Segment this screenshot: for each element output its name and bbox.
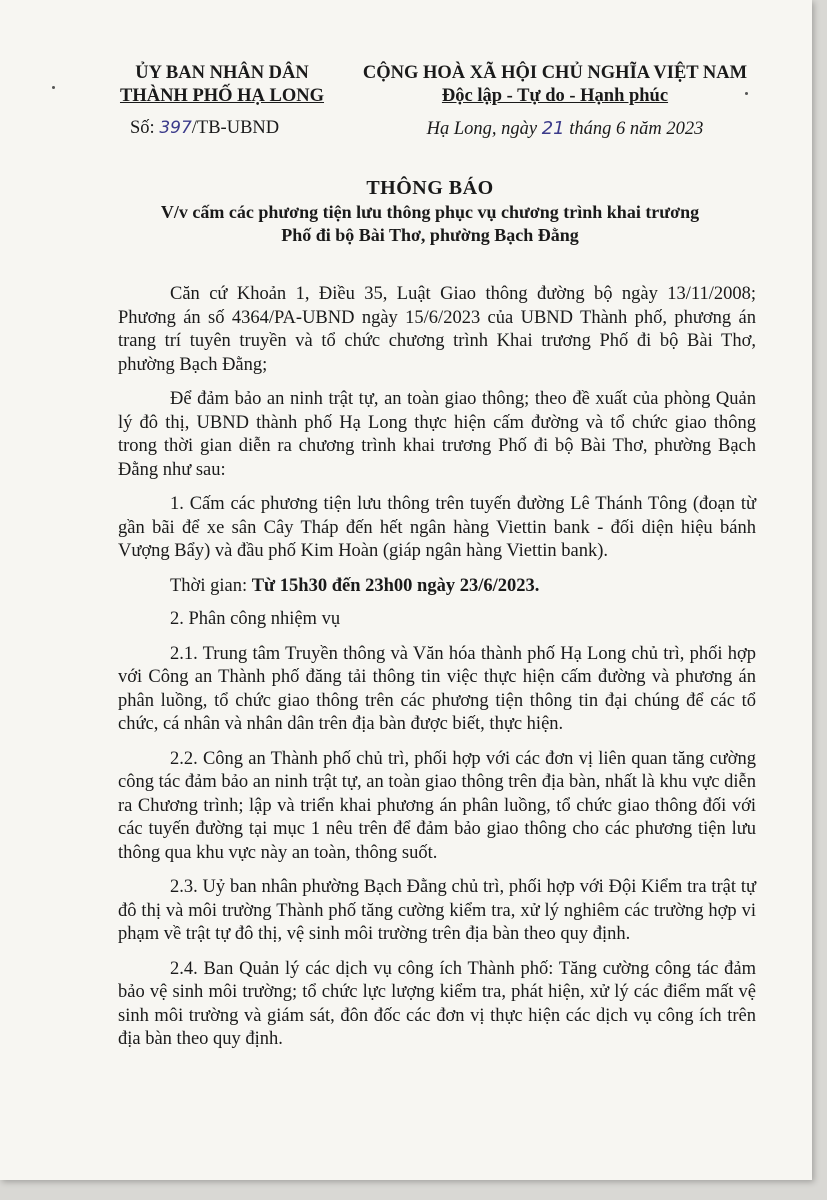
date-line (400, 118, 730, 140)
scan-speck (745, 92, 748, 95)
authority-line-2: THÀNH PHỐ HẠ LONG (119, 86, 325, 106)
date-day-handwritten: 21 (541, 118, 565, 139)
notice-subject-line-2: Phố đi bộ Bài Thơ, phường Bạch Đằng (281, 225, 579, 245)
paragraph-assignment-2-1: 2.1. Trung tâm Truyền thông và Văn hóa thành phố Hạ Long chủ trì, phối hợp với Công an Thành phố đăng tải thông tin việc thực hiện cấm đường và phương án phân luồng, tổ chức giao thông trên các phương tiện thông tin đại chúng để các tổ chức, cá nhân và nhân dân trên địa bàn được biết, thực hiện. (118, 643, 756, 734)
national-motto: Độc lập - Tự do - Hạnh phúc (441, 86, 669, 106)
paragraph-assignment-2-3: 2.3. Uỷ ban nhân phường Bạch Đằng chủ trì, phối hợp với Đội Kiểm tra trật tự đô thị và môi trường Thành phố tăng cường kiểm tra, xử lý nghiêm các trường hợp vi phạm về trật tự đô thị, vệ sinh môi trường trên địa bàn theo quy định. (118, 877, 756, 944)
paragraph-road-closure: 1. Cấm các phương tiện lưu thông trên tuyến đường Lê Thánh Tông (đoạn từ gần bãi để xe sân Cây Tháp đến hết ngân hàng Viettin bank - đối diện hiệu bánh Vượng Bẩy) và đầu phố Kim Hoàn (giáp ngân hàng Viettin bank). (118, 494, 756, 561)
notice-subject-line-1: V/v cấm các phương tiện lưu thông phục vụ chương trình khai trương (160, 202, 700, 222)
paragraph-time (118, 575, 756, 599)
authority-line-1: ỦY BAN NHÂN DÂN (135, 63, 309, 83)
time-value: Từ 15h30 đến 23h00 ngày 23/6/2023. (251, 575, 540, 596)
date-suffix: tháng 6 năm 2023 (569, 119, 704, 139)
doc-no-handwritten: 397 (159, 118, 192, 138)
paragraph-purpose: Để đảm bảo an ninh trật tự, an toàn giao thông; theo đề xuất của phòng Quản lý đô thị, UBND thành phố Hạ Long thực hiện cấm đường và tổ chức giao thông trong thời gian diễn ra chương trình khai trương Phố đi bộ Bài Thơ, phường Bạch Đằng như sau: (118, 389, 756, 480)
notice-title: THÔNG BÁO (366, 177, 494, 199)
scan-speck (52, 86, 55, 89)
paragraph-assignment-2-2: 2.2. Công an Thành phố chủ trì, phối hợp với các đơn vị liên quan tăng cường công tác đảm bảo an ninh trật tự, an toàn giao thông trên địa bàn, nhất là khu vực diễn ra Chương trình; lập và triển khai phương án phân luồng, tổ chức giao thông đối với các tuyến đường tại mục 1 nêu trên để đảm bảo giao thông cho các phương tiện lưu thông qua khu vực này an toàn, thông suốt. (118, 748, 756, 863)
paragraph-legal-basis: Căn cứ Khoản 1, Điều 35, Luật Giao thông đường bộ ngày 13/11/2008; Phương án số 4364/PA-UBND ngày 15/6/2023 của UBND Thành phố, phương án trang trí tuyên truyền và tổ chức chương trình Khai trương Phố đi bộ Bài Thơ, phường Bạch Đằng; (118, 284, 756, 375)
issuing-authority (112, 62, 332, 108)
doc-no-suffix: /TB-UBND (191, 118, 280, 138)
date-prefix: Hạ Long, ngày (426, 119, 538, 139)
document-number (130, 118, 279, 139)
notice-body (118, 283, 756, 1063)
doc-no-prefix: Số: (130, 118, 155, 138)
nation-title: CỘNG HOÀ XÃ HỘI CHỦ NGHĨA VIỆT NAM (362, 63, 748, 83)
time-label: Thời gian: (170, 575, 248, 596)
paragraph-assignment-heading: 2. Phân công nhiệm vụ (170, 609, 341, 629)
notice-title-block (90, 175, 770, 247)
national-header (355, 62, 755, 108)
paragraph-assignment-2-4: 2.4. Ban Quản lý các dịch vụ công ích Thành phố: Tăng cường công tác đảm bảo vệ sinh môi trường; tổ chức lực lượng kiểm tra, phát hiện, xử lý các điểm mất vệ sinh môi trường và giám sát, đôn đốc các đơn vị thực hiện các dịch vụ công ích trên địa bàn theo quy định. (118, 958, 756, 1049)
